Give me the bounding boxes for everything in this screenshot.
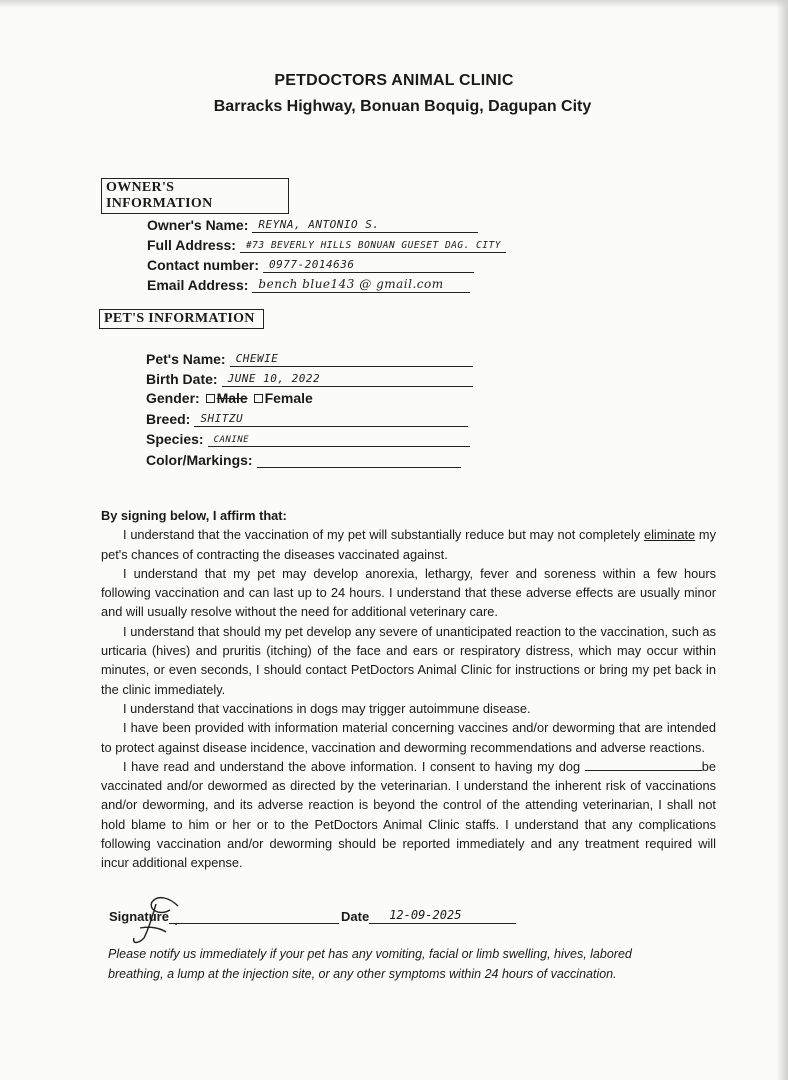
owner-section-heading: OWNER'S INFORMATION xyxy=(101,178,289,214)
affirmation-paragraph-6 xyxy=(101,757,716,873)
pet-section-heading: PET'S INFORMATION xyxy=(99,309,264,329)
contact-number-label: Contact number: xyxy=(147,257,259,273)
breed-field xyxy=(146,410,468,428)
notification-note: Please notify us immediately if your pet has any vomiting, facial or limb swelling, hives, labored breathing, a lump at the injection site, or any other symptoms within 24 hours of vaccination. xyxy=(108,947,632,981)
owner-name-field xyxy=(147,216,478,234)
email-address-field xyxy=(147,276,470,294)
affirmation-p1-underlined: eliminate xyxy=(643,527,696,543)
email-address-label: Email Address: xyxy=(147,277,249,293)
email-address-value: bench blue143 @ gmail.com xyxy=(258,277,444,291)
species-value: CANINE xyxy=(213,435,250,445)
affirmation-paragraph-2: I understand that my pet may develop anorexia, lethargy, fever and soreness within a few hours following vaccination and can last up to 24 hours. I understand that these adverse effects are usually minor and will usually resolve without the need for additional veterinary care. xyxy=(101,565,716,620)
birth-date-field xyxy=(146,370,473,388)
species-field xyxy=(146,430,470,448)
contact-number-value: 0977-2014636 xyxy=(269,258,355,271)
pet-name-value: CHEWIE xyxy=(235,352,279,365)
birth-date-label: Birth Date: xyxy=(146,371,218,387)
affirmation-p1-tail: my pet's chances of contracting the diseases vaccinated against. xyxy=(101,527,716,562)
full-address-field xyxy=(147,236,506,254)
affirmation-p6-tail: be vaccinated and/or dewormed as directed by the veterinarian. I understand the inherent risk of vaccinations and/or deworming, and its adverse reaction is beyond the control of the attending veterinarian, I shall not hold blame to him or her or to the PetDoctors Animal Clinic staffs. I understand that any complications following vaccination and/or deworming should be reported immediately and any treatment required will incur additional expense. xyxy=(101,758,716,871)
affirmation-paragraph-1 xyxy=(101,525,716,564)
male-checkbox[interactable] xyxy=(206,394,215,403)
scan-shadow-top xyxy=(0,0,788,8)
signature-label: Signature xyxy=(109,909,169,924)
full-address-value: #73 BEVERLY HILLS BONUAN GUESET DAG. CITY xyxy=(245,240,501,251)
affirmation-paragraph-5: I have been provided with information material concerning vaccines and/or deworming that are intended to protect against disease incidence, vaccination and deworming recommendations and adverse reactions. xyxy=(101,720,716,755)
male-option-label: Male xyxy=(216,390,248,406)
scan-shadow-right xyxy=(776,0,788,1080)
pet-name-label: Pet's Name: xyxy=(146,351,226,367)
full-address-line[interactable] xyxy=(240,236,506,253)
contact-number-field xyxy=(147,256,474,274)
date-line[interactable] xyxy=(369,905,516,924)
gender-label: Gender: xyxy=(146,390,200,406)
affirmation-p6-text: I have read and understand the above information. I consent to having my dog xyxy=(123,758,585,774)
color-markings-label: Color/Markings: xyxy=(146,452,253,468)
color-markings-line[interactable] xyxy=(257,451,461,468)
owner-name-label: Owner's Name: xyxy=(147,217,249,233)
color-markings-field xyxy=(146,451,461,469)
breed-line[interactable] xyxy=(194,410,468,427)
full-address-label: Full Address: xyxy=(147,237,236,253)
breed-value: SHITZU xyxy=(200,412,244,425)
date-label: Date xyxy=(341,909,370,924)
email-address-line[interactable] xyxy=(252,276,470,293)
date-value: 12-09-2025 xyxy=(389,908,462,922)
clinic-address: Barracks Highway, Bonuan Boquig, Dagupan City xyxy=(213,98,592,115)
birth-date-line[interactable] xyxy=(222,370,473,387)
breed-label: Breed: xyxy=(146,411,191,427)
clinic-name: PETDOCTORS ANIMAL CLINIC xyxy=(274,72,514,89)
birth-date-value: JUNE 10, 2022 xyxy=(227,372,321,385)
affirmation-block xyxy=(101,506,716,873)
gender-field xyxy=(146,390,313,406)
contact-number-line[interactable] xyxy=(263,256,474,273)
species-label: Species: xyxy=(146,431,204,447)
pet-name-line[interactable] xyxy=(230,350,473,367)
owner-name-value: REYNA, ANTONIO S. xyxy=(258,218,380,231)
handwritten-signature-mark xyxy=(60,888,180,948)
affirmation-paragraph-3: I understand that should my pet develop any severe of unanticipated reaction to the vaccination, such as urticaria (hives) and pruritis (itching) of the face and ears or respiratory distress, which may occur within minutes, or even seconds, I should contact PetDoctors Animal Clinic for instructions or bring my pet back in the clinic immediately. xyxy=(101,623,716,697)
pet-name-field xyxy=(146,350,473,368)
female-checkbox[interactable] xyxy=(254,394,263,403)
affirmation-p1-text: I understand that the vaccination of my pet will substantially reduce but may not completely xyxy=(123,527,644,543)
female-option-label: Female xyxy=(264,390,313,406)
date-field xyxy=(341,905,516,924)
signature-line[interactable] xyxy=(169,905,339,924)
affirmation-heading: By signing below, I affirm that: xyxy=(101,508,287,523)
dog-name-blank[interactable] xyxy=(585,758,702,771)
owner-name-line[interactable] xyxy=(252,216,478,233)
species-line[interactable] xyxy=(208,430,470,447)
affirmation-paragraph-4: I understand that vaccinations in dogs may trigger autoimmune disease. xyxy=(123,700,531,716)
